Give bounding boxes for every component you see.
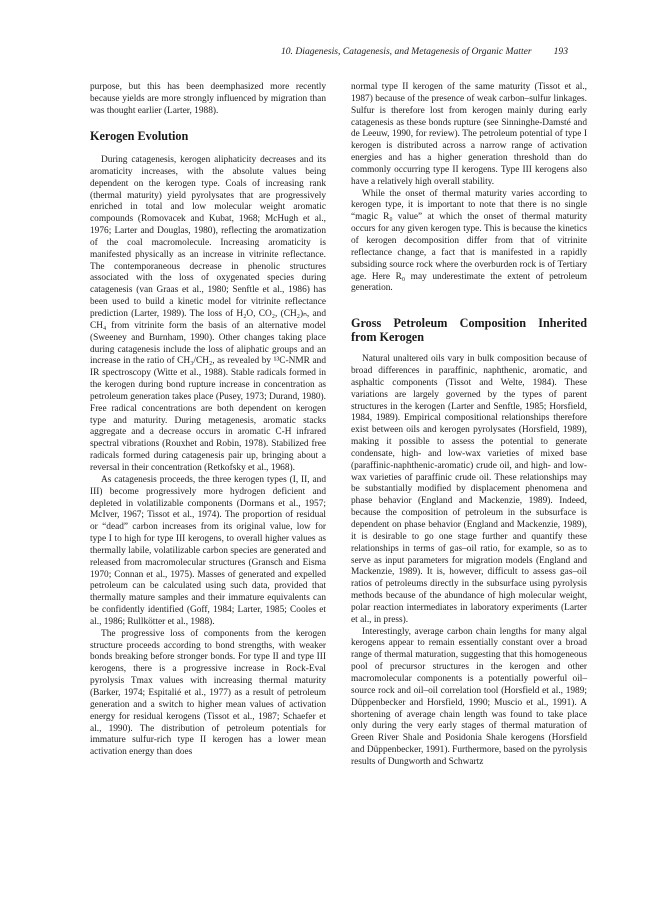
running-title: 10. Diagenesis, Catagenesis, and Metagenesis of Organic Matter <box>280 46 532 57</box>
right-column <box>351 82 587 882</box>
section-heading-kerogen-evolution: Kerogen Evolution <box>90 128 189 143</box>
section-heading-gross-petroleum-composition: Gross Petroleum Composition Inherited from Kerogen <box>351 316 587 344</box>
paragraph: While the onset of thermal maturity varies according to kerogen type, it is important to note that there is no single “magic R₀ value” at which the onset of thermal maturity occurs for any given kerogen type. This is because the kinetics of kerogen decomposition differ from that of vitrinite reflectance change, a fact that is manifested in a rapidly subsiding source rock where the overburden rock is of Tertiary age. Here R₀ may underestimate the extent of petroleum generation. <box>351 188 587 294</box>
paragraph: As catagenesis proceeds, the three kerogen types (I, II, and III) become progressively more hydrogen deficient and depleted in volatilizable components (Dormans et al., 1957; McIver, 1967; Tissot et al., 1974). The proportion of residual or “dead” carbon increases from its original value, low for type I to high for type III kerogens, to overall higher values as thermally labile, volatilizable carbon species are generated and released from macromolecular structures (Gransch and Eisma 1970; Connan et al., 1975). Masses of generated and expelled petroleum can be calculated using such data, provided that thermally mature samples and their immature equivalents can be confidently identified (Goff, 1984; Larter, 1985; Cooles et al., 1986; Rullkötter et al., 1988). <box>90 474 326 627</box>
running-head <box>90 46 568 62</box>
paragraph-continued: purpose, but this has been deemphasized more recently because yields are more strongly influenced by migration than was thought earlier (Larter, 1988). <box>90 82 326 116</box>
paragraph: Interestingly, average carbon chain lengths for many algal kerogens appear to remain essentially constant over a broad range of thermal maturation, suggesting that this homogeneous pool of precursor structures in the kerogen and other macromolecular components is a potentially powerful oil–source rock and oil–oil correlation tool (Horsfield et al., 1989; Düppenbecker and Horsfield, 1990; Muscio et al., 1991). A shortening of average chain length was found to take place only during the very early stages of thermal maturation of Green River Shale and Posidonia Shale kerogens (Horsfield and Düppenbecker, 1991). Furthermore, based on the pyrolysis results of Dungworth and Schwartz <box>351 626 587 767</box>
paragraph-continued: normal type II kerogen of the same maturity (Tissot et al., 1987) because of the presence of weak carbon–sulfur linkages. Sulfur is therefore lost from kerogen mainly during early catagenesis as these bonds rupture (see Sinninghe-Damsté and de Leeuw, 1990, for review). The petroleum potential of type I kerogen is distributed across a narrow range of activation energies and has a higher generation threshold than do commonly occurring type II kerogens. Type III kerogens also have a relatively high overall stability. <box>351 82 587 187</box>
paragraph: Natural unaltered oils vary in bulk composition because of broad differences in paraffinic, naphthenic, aromatic, and asphaltic components (Tissot and Welte, 1984). These variations are largely governed by the types of parent structures in the kerogen (Larter and Senftle, 1985; Horsfield, 1984, 1989). Empirical compositional relationships therefore exist between oils and kerogen pyrolysates (Horsfield, 1989), making it possible to assess the potential to generate condensate, high- and low-wax varieties of mixed base (paraffinic-naphthenic-aromatic) crude oil, and high- and low-wax varieties of paraffinic crude oil. These relationships may be substantially modified by displacement phenomena and phase behavior (England and Mackenzie, 1989). Indeed, because the composition of petroleum in the subsurface is dependent on phase behavior (England and Mackenzie, 1989), it is desirable to go one stage further and quantify these relationships in terms of gas–oil ratio, for example, so as to serve as input parameters for migration models (England and Mackenzie, 1989). It is, however, difficult to assess gas–oil ratios of petroleums directly in the subsurface using pyrolysis methods because of the abundance of high molecular weight, polar reaction intermediates in laboratory experiments (Larter et al., in press). <box>351 354 587 625</box>
page-number: 193 <box>553 46 568 57</box>
paragraph: During catagenesis, kerogen aliphaticity decreases and its aromaticity increases, with the absolute values being dependent on the kerogen type. Coals of increasing rank (thermal maturity) yield pyrolysates that are progressively enriched in total and low molecular weight aromatic compounds (Romovacek and Kubat, 1968; McHugh et al., 1976; Larter and Douglas, 1980), reflecting the aromatization of the coal macromolecule. Increasing aromaticity is manifested physically as an increase in vitrinite reflectance. The contemporaneous decrease in phenolic structures associated with the loss of oxygenated species during catagenesis (van Graas et al., 1980; Senftle et al., 1986) has been used to build a kinetic model for vitrinite reflectance prediction (Larter, 1989). The loss of H₂O, CO₂, (CH₂)ₙ, and CH₄ from vitrinite form the basis of an alternative model (Sweeney and Burnham, 1990). Other changes taking place during catagenesis include the loss of aliphatic groups and an increase in the ratio of CH₃/CH₂, as revealed by ¹³C-NMR and IR spectroscopy (Witte et al., 1988). Stable radicals formed in the kerogen during bond rupture increase in concentration as petroleum generation takes place (Pusey, 1973; Durand, 1980). Free radical concentrations are both dependent on kerogen type and maturity. During metagenesis, aromatic stacks aggregate and a decrease occurs in aromatic C-H infrared spectral vibrations (Rouxhet and Robin, 1978). Stabilized free radicals formed during catagenesis pair up, bringing about a reversal in their concentration (Retkofsky et al., 1968). <box>90 155 326 473</box>
paragraph: The progressive loss of components from the kerogen structure proceeds according to bond strengths, with weaker bonds breaking before stronger bonds. For type II and type III kerogens, there is a progressive increase in Rock-Eval pyrolysis Tmax values with increasing thermal maturity (Barker, 1974; Espitalié et al., 1977) as a result of petroleum generation and a switch to higher mean values of activation energy for residual kerogens (Tissot et al., 1987; Schaefer et al., 1990). The distribution of petroleum potentials for immature sulfur-rich type II kerogen has a lower mean activation energy than does <box>90 628 326 758</box>
left-column <box>90 82 326 882</box>
